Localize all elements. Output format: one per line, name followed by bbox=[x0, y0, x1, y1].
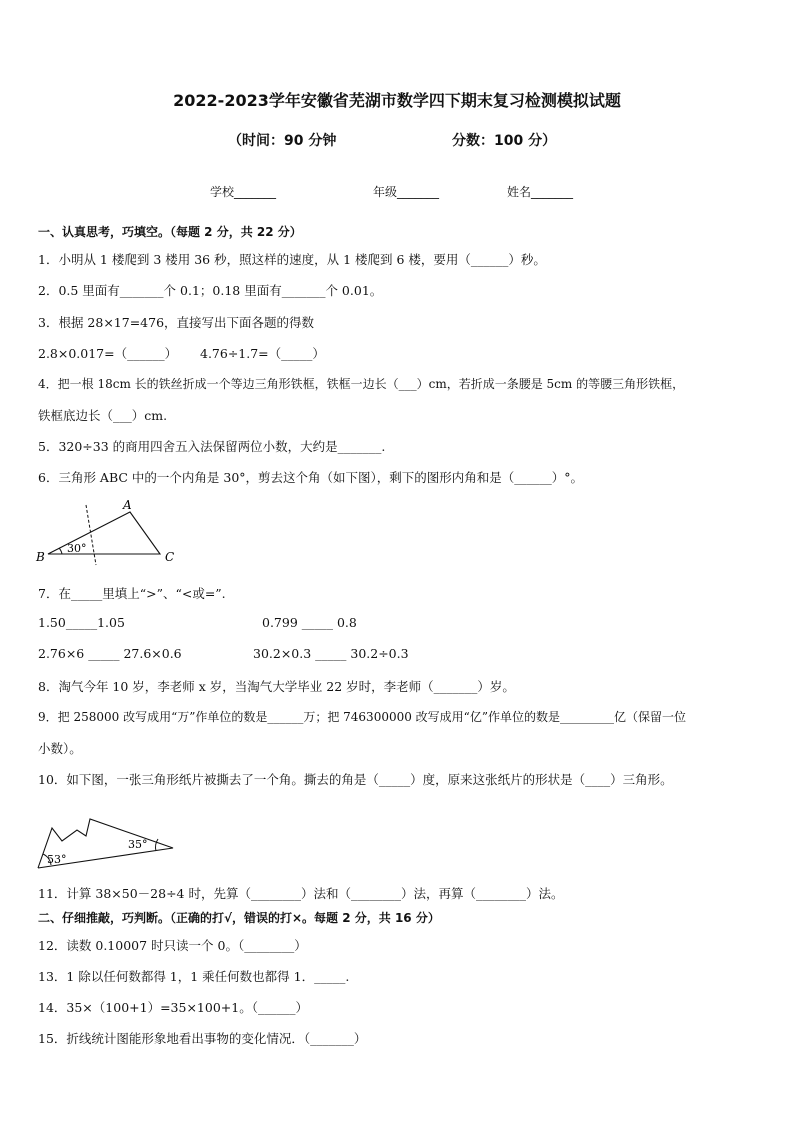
question-5: 5．320÷33 的商用四舍五入法保留两位小数，大约是_______. bbox=[38, 439, 386, 454]
question-15: 15．折线统计图能形象地看出事物的变化情况．（_______） bbox=[38, 1031, 367, 1046]
question-11: 11．计算 38×50－28÷4 时，先算（________）法和（________）法，再算（________）法。 bbox=[38, 886, 564, 901]
angle-35-label: 35° bbox=[128, 838, 148, 851]
angle-30-label: 30° bbox=[67, 542, 87, 555]
question-4-line-1: 4．把一根 18cm 长的铁丝折成一个等边三角形铁框，铁框一边长（___）cm，若折成一条腰是 5cm 的等腰三角形铁框， bbox=[38, 377, 685, 391]
question-12: 12．读数 0.10007 时只读一个 0。（________） bbox=[38, 938, 307, 953]
exam-time: （时间：90 分钟 bbox=[228, 133, 337, 149]
question-7a: 1.50_____1.05 bbox=[38, 615, 125, 630]
question-3b: 4.76÷1.7=（_____） bbox=[200, 346, 325, 361]
name-field[interactable]: 姓名_______ bbox=[507, 185, 574, 199]
question-7c: 2.76×6 _____ 27.6×0.6 bbox=[38, 646, 182, 661]
triangle-abc bbox=[48, 512, 160, 554]
angle-35-arc bbox=[156, 839, 158, 851]
exam-score: 分数：100 分） bbox=[452, 133, 557, 149]
question-14: 14．35×（100+1）=35×100+1。（______） bbox=[38, 1000, 308, 1015]
vertex-c-label: C bbox=[165, 550, 175, 564]
question-2: 2．0.5 里面有_______个 0.1；0.18 里面有_______个 0.01。 bbox=[38, 283, 383, 298]
section-1-heading: 一、认真思考，巧填空。（每题 2 分，共 22 分） bbox=[38, 225, 302, 239]
question-9-line-2: 小数）。 bbox=[38, 741, 82, 756]
angle-arc bbox=[59, 548, 62, 554]
question-6: 6．三角形 ABC 中的一个内角是 30°，剪去这个角（如下图），剩下的图形内角和是（______）°。 bbox=[38, 470, 584, 485]
vertex-a-label: A bbox=[123, 498, 132, 512]
question-3a: 2.8×0.017=（______） bbox=[38, 346, 178, 361]
question-1: 1．小明从 1 楼爬到 3 楼用 36 秒，照这样的速度，从 1 楼爬到 6 楼，要用（______）秒。 bbox=[38, 252, 546, 267]
question-9-line-1: 9．把 258000 改写成用“万”作单位的数是______万；把 746300000 改写成用“亿”作单位的数是_________亿（保留一位 bbox=[38, 710, 686, 724]
page-title: 2022-2023学年安徽省芜湖市数学四下期末复习检测模拟试题 bbox=[173, 91, 621, 110]
triangle-abc-figure bbox=[30, 495, 190, 570]
section-2-heading: 二、仔细推敲，巧判断。（正确的打√，错误的打×。每题 2 分，共 16 分） bbox=[38, 911, 440, 925]
question-7b: 0.799 _____ 0.8 bbox=[262, 615, 357, 630]
torn-triangle-figure bbox=[30, 810, 190, 875]
vertex-b-label: B bbox=[36, 550, 45, 564]
question-3: 3．根据 28×17=476，直接写出下面各题的得数 bbox=[38, 315, 315, 330]
question-8: 8．淘气今年 10 岁，李老师 x 岁，当淘气大学毕业 22 岁时，李老师（_______）岁。 bbox=[38, 679, 515, 694]
question-4-line-2: 铁框底边长（___）cm. bbox=[38, 408, 168, 423]
question-13: 13．1 除以任何数都得 1，1 乘任何数也都得 1．_____. bbox=[38, 969, 350, 984]
cut-line bbox=[86, 505, 96, 565]
question-10: 10．如下图，一张三角形纸片被撕去了一个角。撕去的角是（_____）度，原来这张纸片的形状是（____）三角形。 bbox=[38, 772, 673, 787]
angle-53-label: 53° bbox=[47, 853, 67, 866]
grade-field[interactable]: 年级_______ bbox=[373, 185, 440, 199]
school-field[interactable]: 学校_______ bbox=[210, 185, 277, 199]
question-7: 7．在_____里填上“>”、“<或=”. bbox=[38, 586, 226, 601]
question-7d: 30.2×0.3 _____ 30.2÷0.3 bbox=[253, 646, 409, 661]
